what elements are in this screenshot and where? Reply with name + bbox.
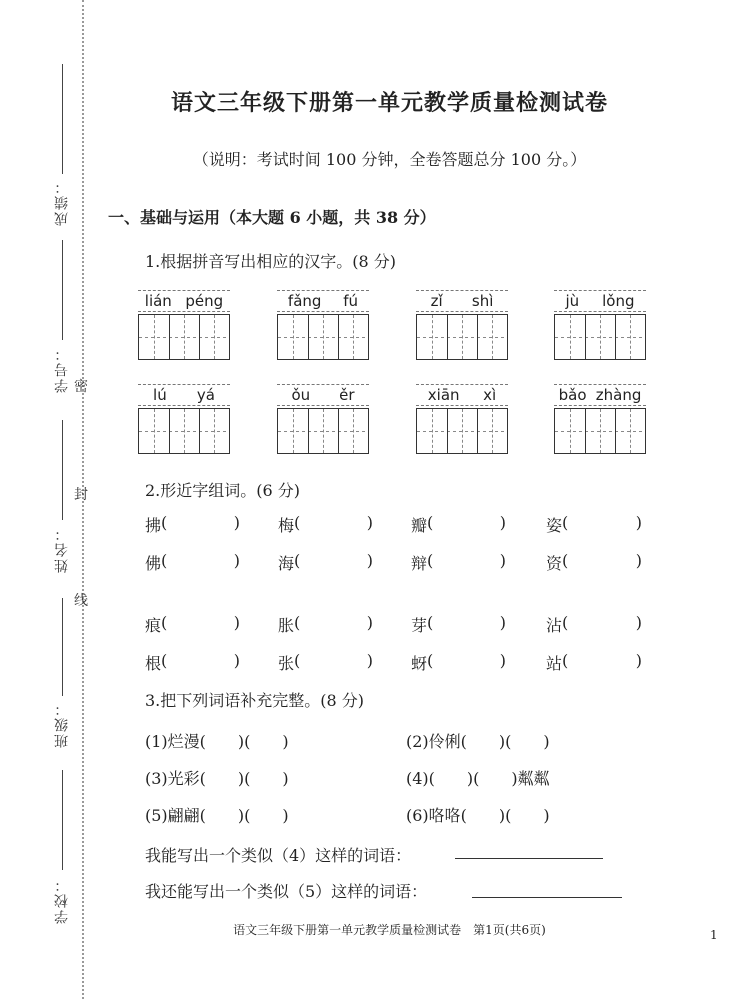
similar-char-item[interactable]: [546, 551, 642, 574]
seal-feng: 封: [74, 487, 88, 503]
pinyin-syllable: ǒu: [291, 386, 311, 404]
pinyin-syllable: ěr: [339, 386, 355, 404]
pinyin-syllable: xì: [483, 386, 497, 404]
answer-paren: ): [233, 613, 240, 632]
exam-note: （说明：考试时间 100 分钟，全卷答题总分 100 分。）: [192, 150, 587, 169]
answer-paren: ): [499, 513, 506, 532]
similar-char-item[interactable]: [546, 513, 642, 536]
seal-xian: 线: [74, 593, 88, 609]
answer-paren: ): [635, 513, 642, 532]
answer-paren: (: [562, 551, 569, 570]
answer-paren: (: [294, 513, 301, 532]
similar-char: 梅: [278, 516, 295, 535]
similar-char: 站: [546, 654, 563, 673]
idiom-5[interactable]: (5)翩翩( )( ): [145, 806, 289, 825]
answer-paren: (: [161, 613, 168, 632]
similar-word-answer-1[interactable]: [455, 858, 603, 859]
pinyin-syllable: yá: [196, 386, 215, 404]
student-no-label: 学号：: [54, 345, 70, 393]
similar-char: 佛: [145, 554, 162, 573]
idiom-3[interactable]: (3)光彩( )( ): [145, 769, 289, 788]
similar-char: 姿: [546, 516, 563, 535]
answer-paren: (: [427, 651, 434, 670]
section-heading: 一、基础与运用（本大题 6 小题，共 38 分）: [108, 208, 436, 227]
answer-paren: ): [635, 613, 642, 632]
answer-paren: ): [499, 651, 506, 670]
question-1-prompt: 1.根据拼音写出相应的汉字。(8 分): [145, 252, 397, 271]
answer-paren: (: [161, 651, 168, 670]
answer-paren: ): [635, 651, 642, 670]
similar-char-item[interactable]: [145, 513, 240, 536]
pinyin-syllable: lǒng: [602, 292, 635, 310]
similar-char-item[interactable]: [546, 651, 642, 674]
similar-char: 痕: [145, 616, 162, 635]
answer-paren: ): [233, 513, 240, 532]
answer-paren: ): [233, 651, 240, 670]
similar-char-item[interactable]: [411, 651, 506, 674]
answer-paren: ): [233, 551, 240, 570]
similar-char-item[interactable]: [411, 613, 506, 636]
similar-char-item[interactable]: [145, 613, 240, 636]
pinyin-syllable: péng: [185, 292, 224, 310]
question-2-prompt: 2.形近字组词。(6 分): [145, 481, 301, 500]
answer-paren: (: [562, 513, 569, 532]
similar-char: 蚜: [411, 654, 428, 673]
similar-char-item[interactable]: [145, 651, 240, 674]
pinyin-syllable: fú: [343, 292, 359, 310]
answer-paren: ): [499, 613, 506, 632]
page-title: 语文三年级下册第一单元教学质量检测试卷: [170, 90, 608, 116]
school-line: [62, 770, 63, 870]
school-label: 学校：: [54, 876, 70, 924]
idiom-4[interactable]: (4)( )( )粼粼: [406, 769, 550, 788]
similar-char: 拂: [145, 516, 162, 535]
answer-paren: (: [294, 551, 301, 570]
answer-paren: ): [366, 513, 373, 532]
tianzige-answer-box[interactable]: [277, 314, 369, 360]
answer-paren: (: [161, 551, 168, 570]
similar-char: 张: [278, 654, 295, 673]
similar-char-item[interactable]: [145, 551, 240, 574]
pinyin-label: [138, 384, 230, 406]
similar-char-item[interactable]: [278, 513, 373, 536]
answer-paren: ): [366, 651, 373, 670]
pinyin-syllable: lián: [144, 292, 172, 310]
idiom-1[interactable]: (1)烂漫( )( ): [145, 732, 289, 751]
answer-paren: (: [294, 651, 301, 670]
similar-char: 资: [546, 554, 563, 573]
similar-char: 芽: [411, 616, 428, 635]
answer-paren: (: [427, 513, 434, 532]
tianzige-answer-box[interactable]: [277, 408, 369, 454]
score-label: 成绩：: [54, 178, 70, 226]
pinyin-syllable: xiān: [427, 386, 460, 404]
class-line: [62, 598, 63, 696]
similar-char: 胀: [278, 616, 295, 635]
student-no-line: [62, 240, 63, 340]
pinyin-syllable: fǎng: [287, 292, 322, 310]
similar-char-item[interactable]: [278, 651, 373, 674]
pinyin-syllable: zǐ: [430, 292, 443, 310]
pinyin-label: [554, 384, 646, 406]
pinyin-label: [554, 290, 646, 312]
answer-paren: ): [635, 551, 642, 570]
tianzige-answer-box[interactable]: [554, 408, 646, 454]
question-3-prompt: 3.把下列词语补充完整。(8 分): [145, 691, 365, 710]
answer-paren: (: [562, 613, 569, 632]
name-line: [62, 420, 63, 520]
similar-char: 辩: [411, 554, 428, 573]
class-label: 班级：: [54, 700, 70, 748]
tianzige-answer-box[interactable]: [416, 408, 508, 454]
tianzige-answer-box[interactable]: [138, 314, 230, 360]
seal-mi: 密: [74, 379, 88, 395]
similar-word-line-1-label: 我能写出一个类似（4）这样的词语：: [145, 846, 412, 865]
answer-paren: ): [499, 551, 506, 570]
name-label: 姓名：: [54, 525, 70, 573]
similar-char-item[interactable]: [278, 613, 373, 636]
idiom-6[interactable]: (6)咯咯( )( ): [406, 806, 550, 825]
pinyin-label: [277, 384, 369, 406]
pinyin-syllable: shì: [471, 292, 494, 310]
answer-paren: (: [427, 613, 434, 632]
tianzige-answer-box[interactable]: [138, 408, 230, 454]
similar-char-item[interactable]: [546, 613, 642, 636]
answer-paren: (: [427, 551, 434, 570]
pinyin-syllable: zhàng: [595, 386, 642, 404]
answer-paren: ): [366, 551, 373, 570]
pinyin-label: [416, 290, 508, 312]
similar-char: 海: [278, 554, 295, 573]
similar-char: 瓣: [411, 516, 428, 535]
similar-char: 根: [145, 654, 162, 673]
similar-char-item[interactable]: [411, 513, 506, 536]
pinyin-label: [416, 384, 508, 406]
similar-char: 沾: [546, 616, 563, 635]
page-footer: 语文三年级下册第一单元教学质量检测试卷 第1页(共6页): [233, 923, 546, 937]
tianzige-answer-box[interactable]: [416, 314, 508, 360]
pinyin-syllable: jù: [565, 292, 580, 310]
answer-paren: (: [562, 651, 569, 670]
answer-paren: ): [366, 613, 373, 632]
similar-char-item[interactable]: [278, 551, 373, 574]
pinyin-syllable: lú: [153, 386, 167, 404]
pinyin-syllable: bǎo: [558, 386, 587, 404]
answer-paren: (: [161, 513, 168, 532]
similar-word-answer-2[interactable]: [472, 897, 622, 898]
page-number: 1: [710, 928, 718, 942]
answer-paren: (: [294, 613, 301, 632]
pinyin-label: [138, 290, 230, 312]
pinyin-label: [277, 290, 369, 312]
similar-word-line-2-label: 我还能写出一个类似（5）这样的词语：: [145, 882, 428, 901]
similar-char-item[interactable]: [411, 551, 506, 574]
idiom-2[interactable]: (2)伶俐( )( ): [406, 732, 550, 751]
tianzige-answer-box[interactable]: [554, 314, 646, 360]
